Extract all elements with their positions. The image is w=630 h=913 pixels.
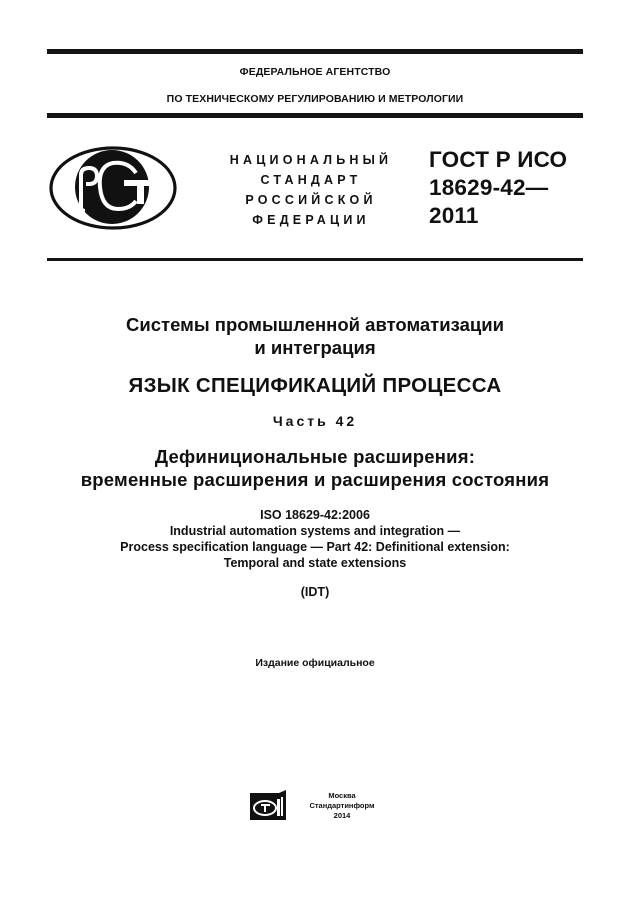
series-title-line-2: и интеграция: [254, 337, 376, 358]
designation-line: 2011: [429, 203, 479, 228]
iso-reference: [0, 507, 630, 571]
national-standard-line: НАЦИОНАЛЬНЫЙ: [229, 153, 393, 167]
iso-title-line-2: Process specification language — Part 42: Definitional extension:: [120, 540, 510, 554]
top-rule: [47, 49, 583, 54]
designation-line: 18629-42—: [429, 175, 549, 200]
national-standard-label: [212, 150, 410, 230]
subtitle-line-2: временные расширения и расширения состояния: [80, 469, 550, 490]
header-rule: [47, 113, 583, 118]
main-title: ЯЗЫК СПЕЦИФИКАЦИЙ ПРОЦЕССА: [128, 374, 502, 397]
equivalence-code: (IDT): [300, 585, 330, 599]
iso-number: ISO 18629-42:2006: [260, 508, 370, 522]
subtitle-line-1: Дефинициональные расширения:: [154, 446, 476, 467]
national-standard-line: ФЕДЕРАЦИИ: [252, 213, 370, 227]
publisher-info: [296, 791, 388, 821]
iso-title-line-1: Industrial automation systems and integration —: [169, 524, 461, 538]
official-edition: Издание официальное: [255, 657, 375, 669]
designation-line: ГОСТ Р ИСО: [429, 147, 568, 172]
part-number: Часть 42: [272, 413, 358, 429]
publisher-name: Стандартинформ: [309, 801, 375, 810]
standard-designation: [429, 146, 567, 230]
subtitle: [0, 445, 630, 491]
publisher-city: Москва: [328, 791, 356, 800]
section-rule: [47, 258, 583, 261]
publisher-year: 2014: [333, 811, 351, 820]
agency-line-2: ПО ТЕХНИЧЕСКОМУ РЕГУЛИРОВАНИЮ И МЕТРОЛОГИИ: [166, 93, 464, 105]
iso-title-line-3: Temporal and state extensions: [223, 556, 407, 570]
standartinform-logo-icon: [249, 789, 287, 821]
series-title-line-1: Системы промышленной автоматизации: [126, 314, 504, 335]
rst-certification-mark-icon: [48, 145, 178, 231]
series-title: [0, 313, 630, 359]
national-standard-line: РОССИЙСКОЙ: [245, 193, 377, 207]
agency-line-1: ФЕДЕРАЛЬНОЕ АГЕНТСТВО: [239, 66, 391, 78]
national-standard-line: СТАНДАРТ: [260, 173, 362, 187]
